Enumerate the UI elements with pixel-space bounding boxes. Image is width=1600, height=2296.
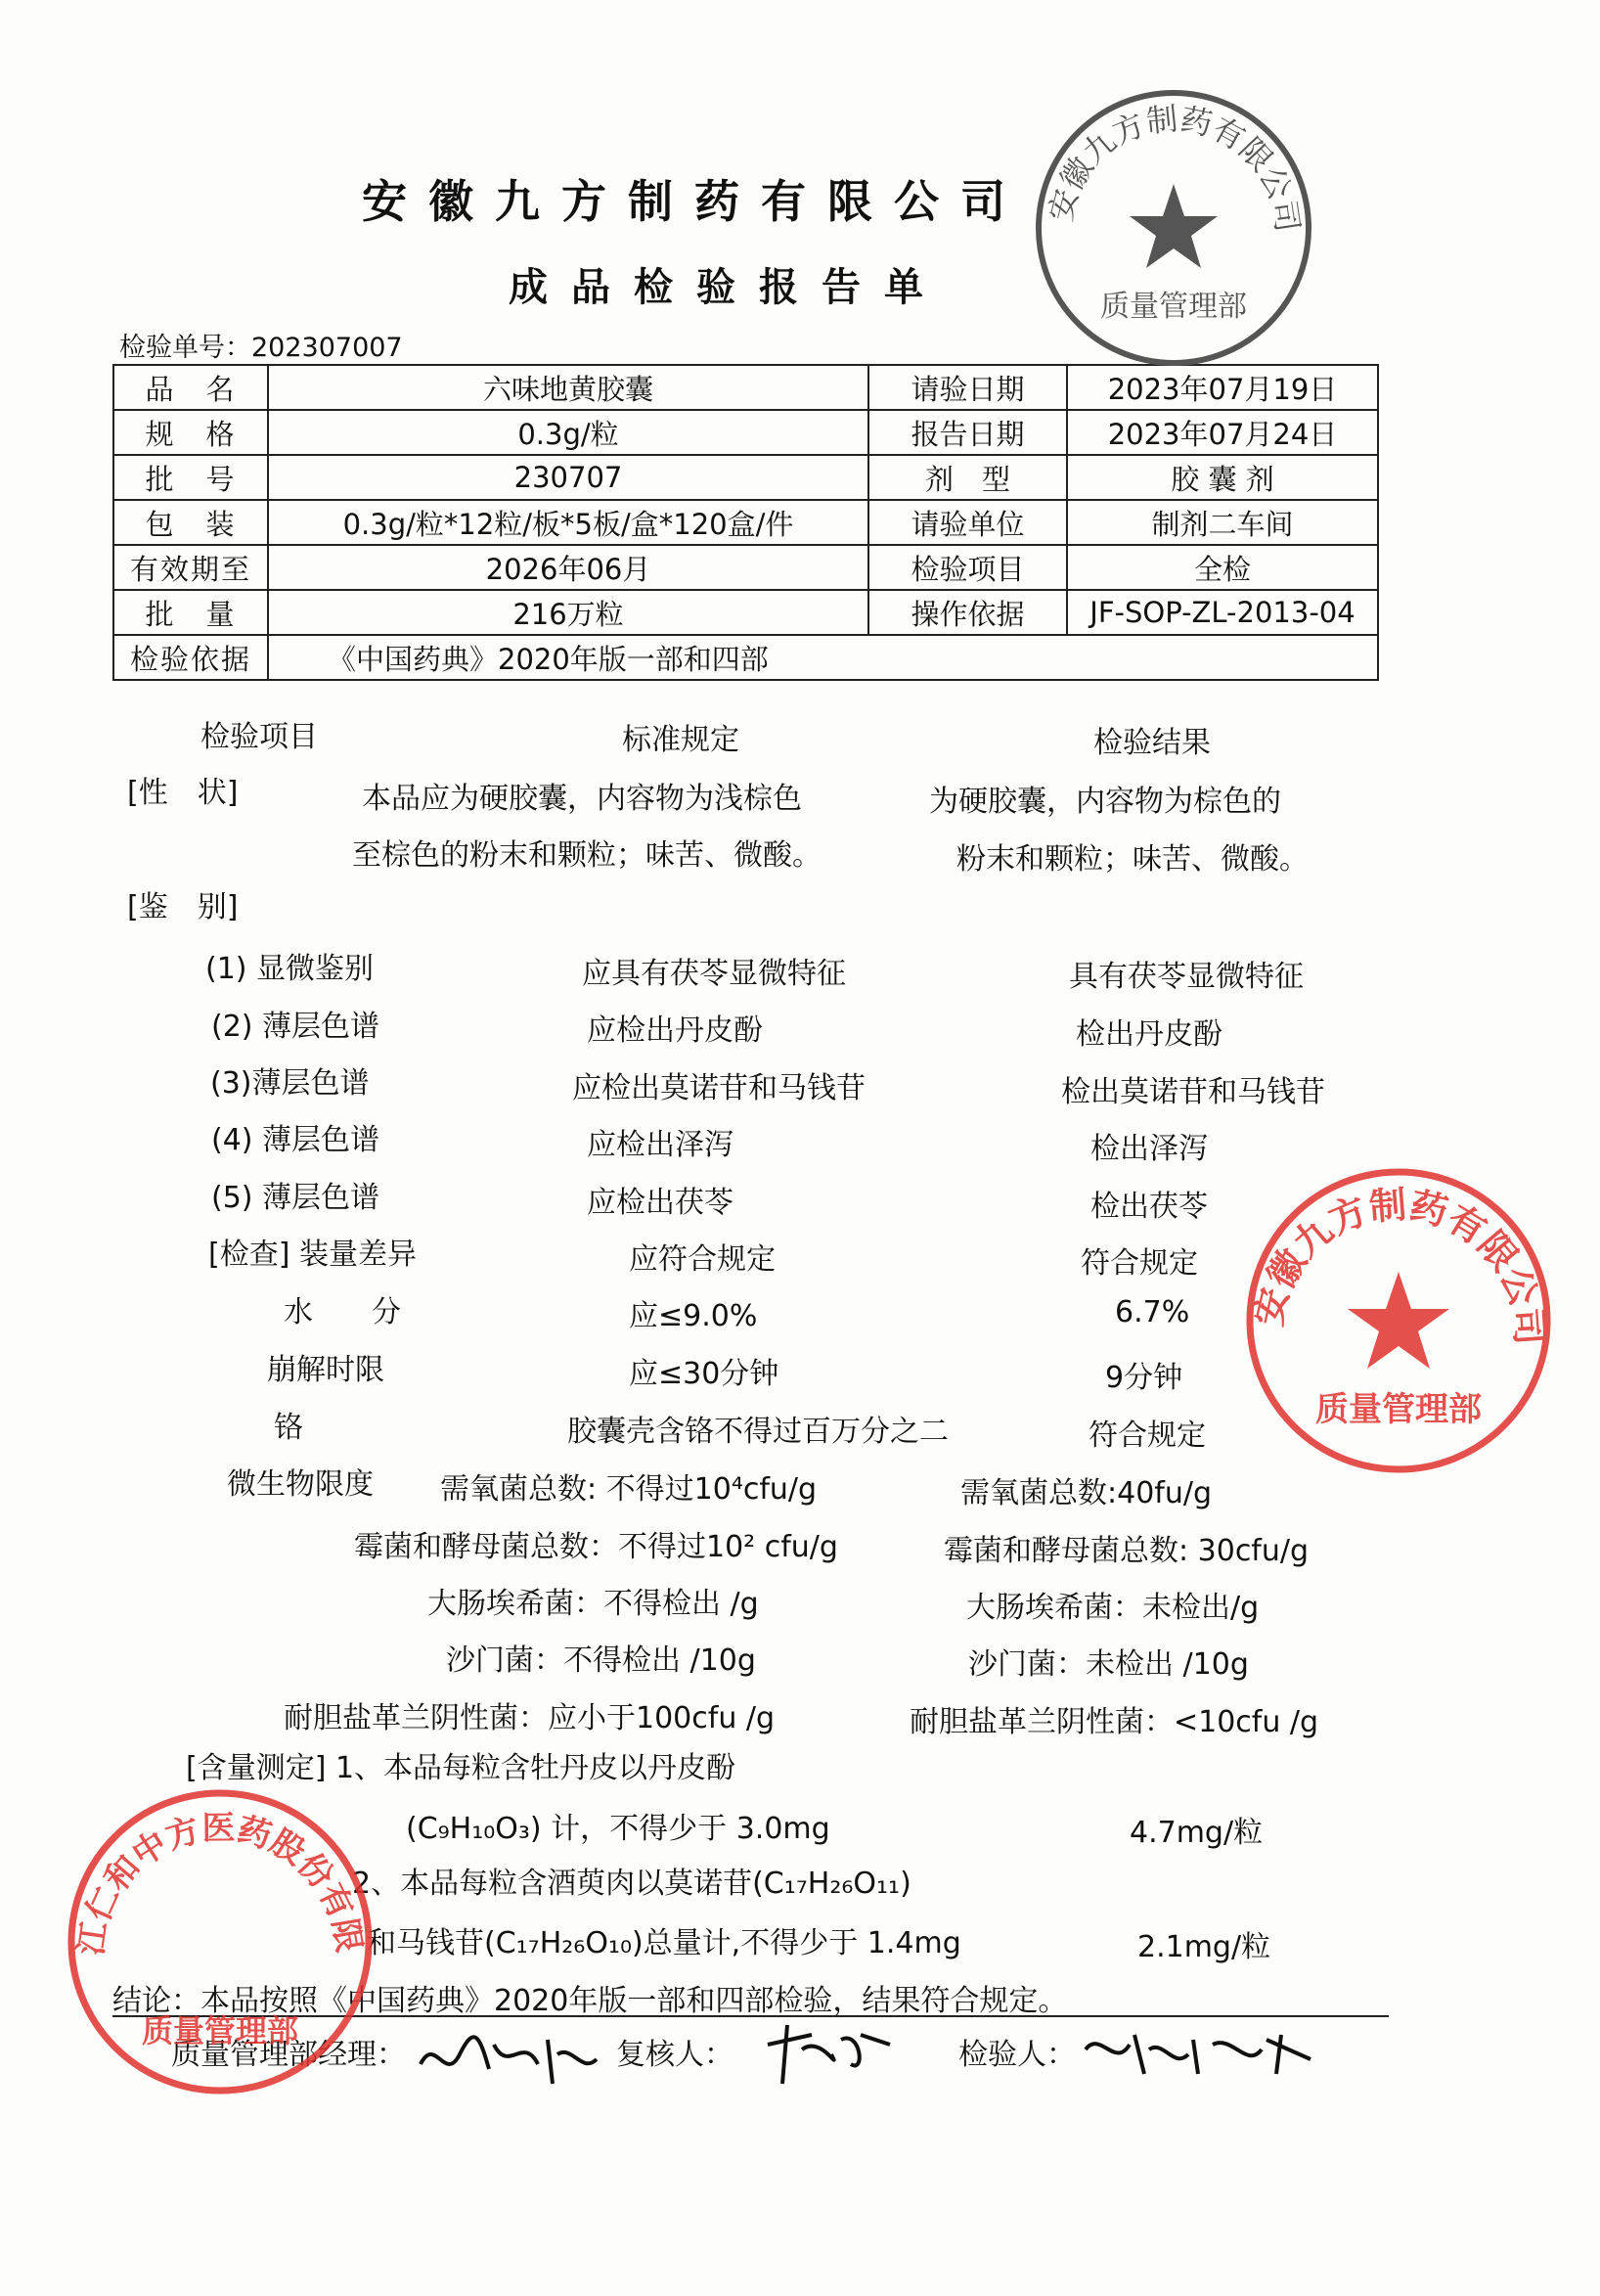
table-row xyxy=(113,545,1378,590)
qty-value: 216万粒 xyxy=(268,590,868,635)
inspector-label: 检验人： xyxy=(958,2038,1076,2072)
water-res: 6.7% xyxy=(1115,1295,1190,1329)
req-date-label: 请验日期 xyxy=(868,365,1067,410)
micro2-res: 霉菌和酵母菌总数: 30cfu/g xyxy=(944,1534,1310,1568)
table-row xyxy=(113,455,1378,500)
id5-label: (5) 薄层色谱 xyxy=(211,1181,380,1215)
micro5-std: 耐胆盐革兰阴性菌：应小于100cfu /g xyxy=(284,1701,776,1735)
batch-value: 230707 xyxy=(268,455,868,500)
id2-res: 检出丹皮酚 xyxy=(1076,1017,1222,1052)
seal-top-text: 安徽九方制药有限公司 xyxy=(1042,100,1307,235)
table-row xyxy=(113,635,1378,680)
id4-std: 应检出泽泻 xyxy=(587,1128,733,1162)
basis-label: 操作依据 xyxy=(868,590,1067,635)
id3-std: 应检出莫诺苷和马钱苷 xyxy=(572,1071,866,1105)
expiry-value: 2026年06月 xyxy=(268,545,868,590)
assay2-line2: 和马钱苷(C₁₇H₂₆O₁₀)总量计,不得少于 1.4mg xyxy=(367,1926,961,1960)
basis-value: JF-SOP-ZL-2013-04 xyxy=(1067,590,1378,635)
id5-std: 应检出茯苓 xyxy=(587,1186,733,1220)
assay-label: [含量测定] 1、本品每粒含牡丹皮以丹皮酚 xyxy=(186,1751,736,1785)
assay1-res: 4.7mg/粒 xyxy=(1130,1816,1264,1850)
id1-res: 具有茯苓显微特征 xyxy=(1069,960,1304,994)
assay1-std: (C₉H₁₀O₃) 计，不得少于 3.0mg xyxy=(406,1812,830,1846)
svg-text:江仁和中方医药股份有限公司 xyxy=(64,1785,369,1958)
table-row xyxy=(113,590,1378,635)
qa-seal-red xyxy=(1242,1164,1555,1477)
reviewer-label: 复核人： xyxy=(616,2038,733,2072)
std-label: 检验依据 xyxy=(113,635,268,680)
spec-label: 规 格 xyxy=(113,410,268,455)
micro4-std: 沙门菌：不得检出 /10g xyxy=(446,1643,756,1678)
req-date-value: 2023年07月19日 xyxy=(1067,365,1378,410)
inspector-signature xyxy=(1076,2010,1320,2089)
product-label: 品 名 xyxy=(113,365,268,410)
water-label: 水 分 xyxy=(284,1295,401,1329)
qa-seal-top xyxy=(1032,86,1315,370)
reviewer-signature xyxy=(753,2005,900,2093)
id1-label: (1) 显微鉴别 xyxy=(205,952,375,986)
pack-label: 包 装 xyxy=(113,500,268,545)
chromium-std: 胶囊壳含铬不得过百万分之二 xyxy=(567,1415,949,1449)
micro3-std: 大肠埃希菌：不得检出 /g xyxy=(427,1587,759,1621)
table-row xyxy=(113,365,1378,410)
expiry-label: 有效期至 xyxy=(113,545,268,590)
document-title: 成品检验报告单 xyxy=(509,265,947,310)
assay2-res: 2.1mg/粒 xyxy=(1137,1930,1271,1964)
micro1-std: 需氧菌总数: 不得过10⁴cfu/g xyxy=(440,1472,818,1507)
info-table xyxy=(112,364,1379,681)
check-label: [检查] 装量差异 xyxy=(208,1238,417,1272)
form-value: 胶 囊 剂 xyxy=(1067,455,1378,500)
disint-std: 应≤30分钟 xyxy=(629,1357,779,1391)
product-value: 六味地黄胶囊 xyxy=(268,365,868,410)
report-number xyxy=(119,326,403,364)
id3-label: (3)薄层色谱 xyxy=(210,1066,370,1101)
disint-label: 崩解时限 xyxy=(267,1353,384,1387)
micro4-res: 沙门菌：未检出 /10g xyxy=(968,1647,1249,1682)
table-row xyxy=(113,410,1378,455)
report-number-value: 202307007 xyxy=(251,333,403,363)
char-std-2: 至棕色的粉末和颗粒；味苦、微酸。 xyxy=(352,838,822,873)
header-standard: 标准规定 xyxy=(622,723,739,757)
manager-signature xyxy=(411,2015,606,2093)
conclusion: 结论：本品按照《中国药典》2020年版一部和四部检验，结果符合规定。 xyxy=(112,1984,1068,2018)
header-item: 检验项目 xyxy=(200,720,318,754)
ident-label: [鉴 别] xyxy=(127,890,239,924)
seal-red-text: 安徽九方制药有限公司 xyxy=(1246,1182,1551,1347)
seal-top-bottom: 质量管理部 xyxy=(1100,290,1247,324)
id3-res: 检出莫诺苷和马钱苷 xyxy=(1061,1075,1325,1109)
micro-label: 微生物限度 xyxy=(227,1467,374,1502)
micro1-res: 需氧菌总数:40fu/g xyxy=(960,1476,1213,1510)
spec-value: 0.3g/粒 xyxy=(268,410,868,455)
seal-left-bottom: 质量管理部 xyxy=(141,2012,299,2049)
micro2-std: 霉菌和酵母菌总数：不得过10² cfu/g xyxy=(354,1530,838,1564)
req-unit-label: 请验单位 xyxy=(868,500,1067,545)
report-date-value: 2023年07月24日 xyxy=(1067,410,1378,455)
seal-left-text: 江仁和中方医药股份有限 xyxy=(71,1808,369,1958)
manager-label: 质量管理部经理： xyxy=(171,2038,406,2072)
items-label: 检验项目 xyxy=(868,545,1067,590)
items-value: 全检 xyxy=(1067,545,1378,590)
check-res: 符合规定 xyxy=(1081,1246,1198,1281)
char-label: [性 状] xyxy=(127,776,239,810)
std-value: 《中国药典》2020年版一部和四部 xyxy=(268,635,1378,680)
id1-std: 应具有茯苓显微特征 xyxy=(582,957,846,991)
qty-label: 批 量 xyxy=(113,590,268,635)
company-name: 安徽九方制药有限公司 xyxy=(362,175,1027,228)
table-row xyxy=(113,500,1378,545)
water-std: 应≤9.0% xyxy=(629,1299,758,1333)
seal-red-bottom: 质量管理部 xyxy=(1315,1390,1482,1429)
char-res-2: 粉末和颗粒；味苦、微酸。 xyxy=(956,842,1309,877)
form-label: 剂 型 xyxy=(868,455,1067,500)
header-result: 检验结果 xyxy=(1093,726,1211,760)
id4-label: (4) 薄层色谱 xyxy=(211,1123,380,1157)
char-res-1: 为硬胶囊，内容物为棕色的 xyxy=(929,785,1281,819)
id4-res: 检出泽泻 xyxy=(1090,1132,1208,1166)
distributor-seal xyxy=(64,1785,377,2098)
check-std: 应符合规定 xyxy=(629,1242,776,1277)
req-unit-value: 制剂二车间 xyxy=(1067,500,1378,545)
id2-std: 应检出丹皮酚 xyxy=(587,1013,763,1048)
chromium-label: 铬 xyxy=(274,1411,303,1445)
char-std-1: 本品应为硬胶囊，内容物为浅棕色 xyxy=(362,782,802,816)
micro3-res: 大肠埃希菌：未检出/g xyxy=(966,1591,1260,1625)
id2-label: (2) 薄层色谱 xyxy=(211,1010,380,1044)
chromium-res: 符合规定 xyxy=(1089,1418,1206,1453)
disint-res: 9分钟 xyxy=(1105,1361,1183,1395)
report-number-label: 检验单号： xyxy=(119,333,251,363)
report-date-label: 报告日期 xyxy=(868,410,1067,455)
assay2-line1: 2、本品每粒含酒萸肉以莫诺苷(C₁₇H₂₆O₁₁) xyxy=(352,1867,911,1901)
batch-label: 批 号 xyxy=(113,455,268,500)
micro5-res: 耐胆盐革兰阴性菌：<10cfu /g xyxy=(910,1705,1319,1739)
pack-value: 0.3g/粒*12粒/板*5板/盒*120盒/件 xyxy=(268,500,868,545)
id5-res: 检出茯苓 xyxy=(1090,1190,1208,1224)
